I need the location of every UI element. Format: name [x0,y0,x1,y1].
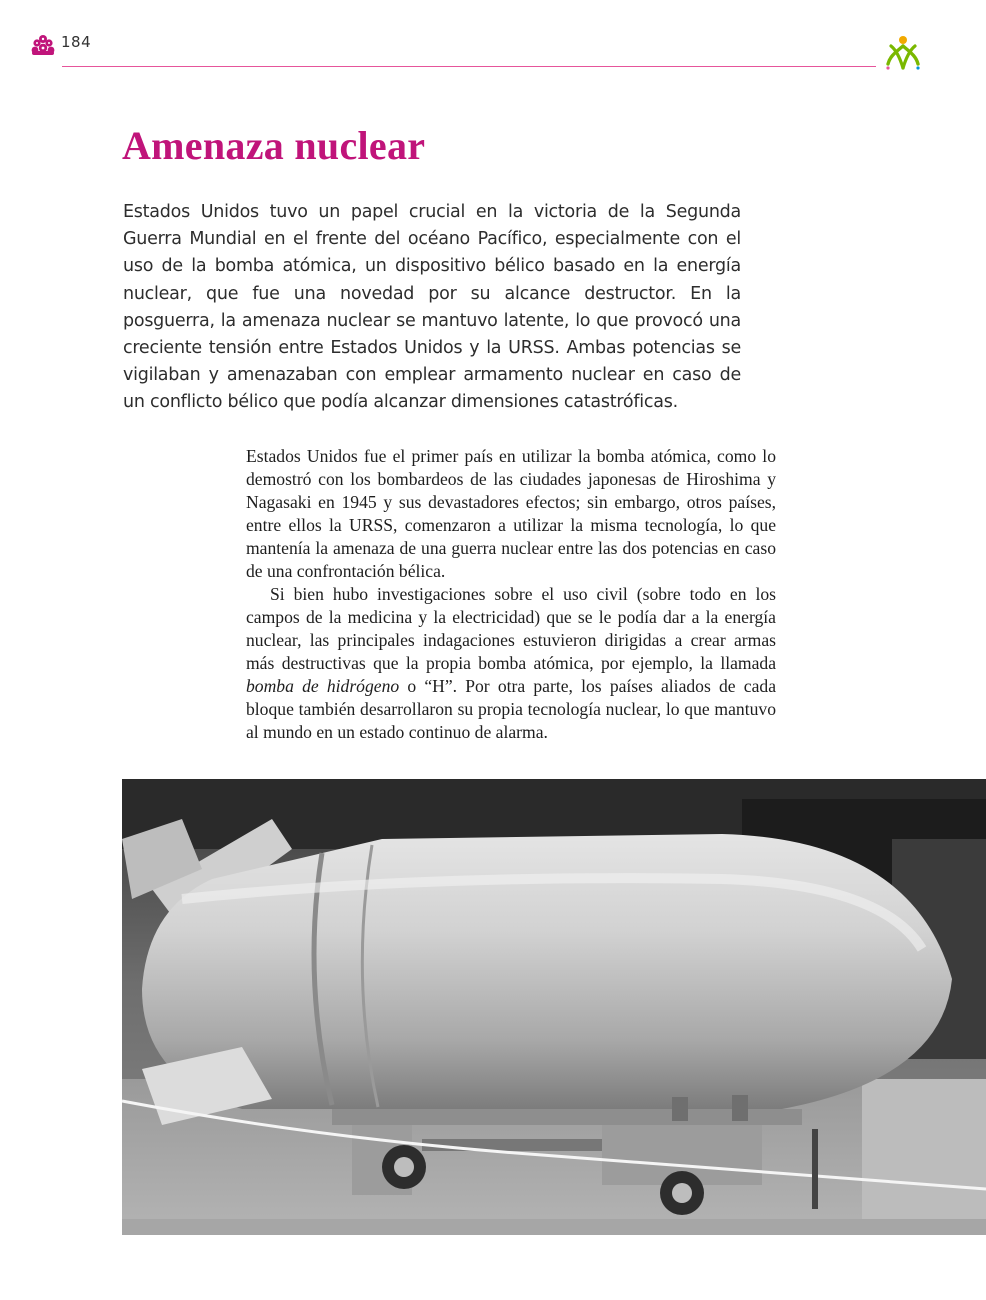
flower-icon [30,34,56,56]
intro-paragraph: Estados Unidos tuvo un papel crucial en la victoria de la Segunda Guerra Mundial en el frente del océano Pacífico, especialmente con el uso de la bomba atómica, un dispositivo bélico basado en la energía nuclear, que fue una novedad por su alcance destructor. En la posguerra, la amenaza nuclear se mantuvo latente, lo que provocó una creciente tensión entre Estados Unidos y la URSS. Ambas potencias se vigilaban y amenazaban con emplear armamento nuclear en caso de un conflicto bélico que podía alcanzar dimensiones catastróficas. [123,202,741,413]
seedling-logo-icon [882,34,924,74]
atomic-bomb-photo [122,779,986,1235]
body-paragraph-2 [246,583,776,744]
section-title: Amenaza nuclear [122,123,426,168]
header-divider [62,66,876,67]
body-paragraph-2-end: o “H”. Por otra parte, los países aliados de cada bloque también desarrollaron su propia tecnología nuclear, lo que mantuvo al mundo en un estado continuo de alarma. [246,676,776,742]
body-paragraph-2-start: Si bien hubo investigaciones sobre el uso civil (sobre todo en los campos de la medicina y la electricidad) que se le podía dar a la energía nuclear, las principales indagaciones estuvieron dirigidas a crear armas más destructivas que la propia bomba atómica, por ejemplo, la llamada [246,584,776,673]
atomic-bomb-illustration [122,779,986,1235]
body-paragraph-1: Estados Unidos fue el primer país en utilizar la bomba atómica, como lo demostró con los bombardeos de las ciudades japonesas de Hiroshima y Nagasaki en 1945 y sus devastadores efectos; sin embargo, otros países, entre ellos la URSS, comenzaron a utilizar la misma tecnología, lo que mantenía la amenaza de una guerra nuclear entre las dos potencias en caso de una confrontación bélica. [246,446,776,581]
page-header [0,0,986,80]
hydrogen-bomb-term: bomba de hidrógeno [246,676,400,696]
page-number: 184 [61,33,92,51]
body-text [246,445,776,744]
